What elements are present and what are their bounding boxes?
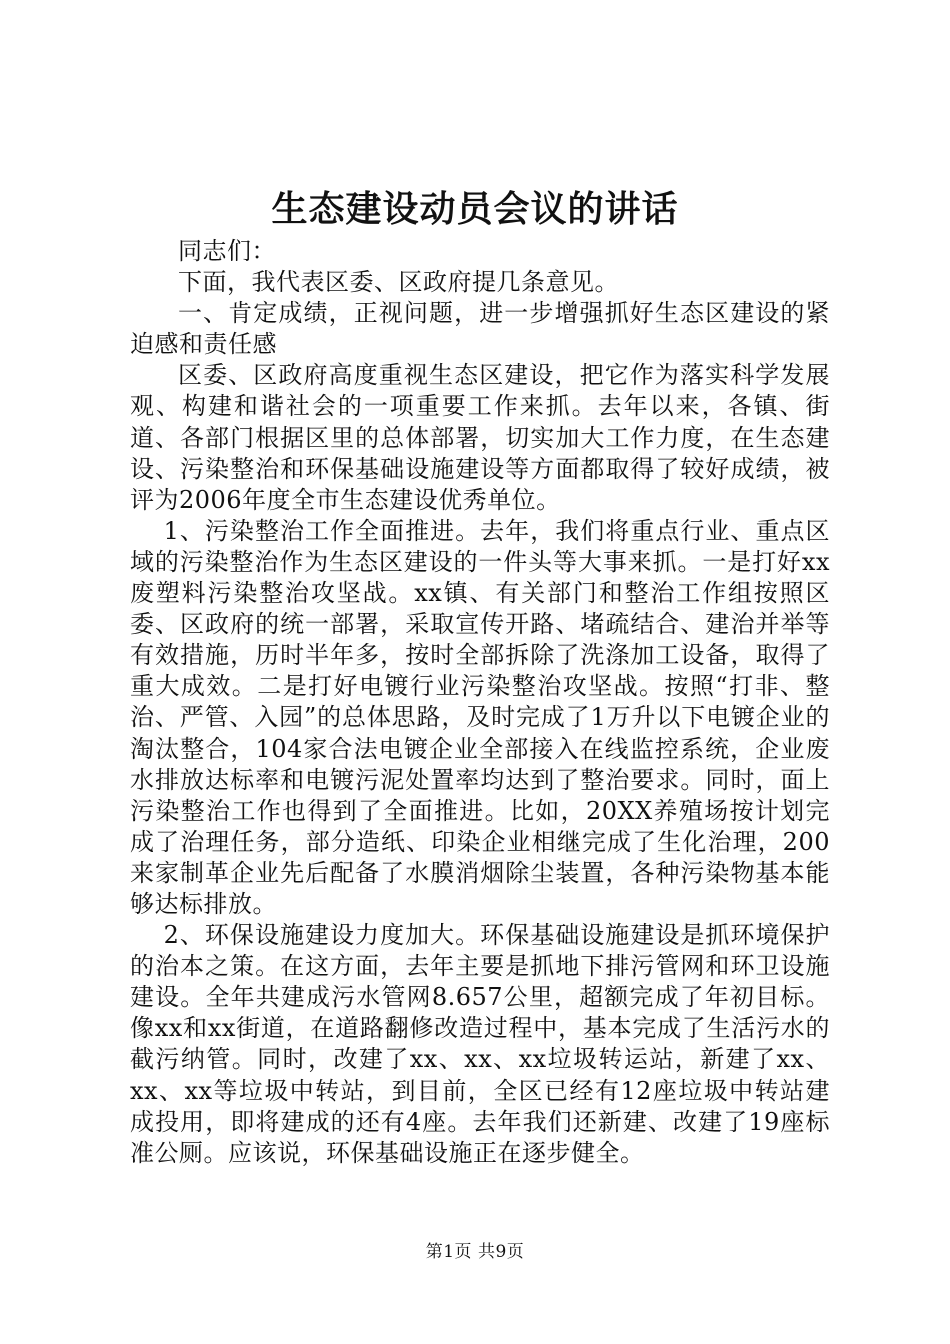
body-paragraph: 1、污染整治工作全面推进。去年，我们将重点行业、重点区域的污染整治作为生态区建设的一件头等大事来抓。一是打好xx废塑料污染整治攻坚战。xx镇、有关部门和整治工作组按照区委、区政府的统一部署，采取宣传开路、堵疏结合、建治并举等有效措施，历时半年多，按时全部拆除了洗涤加工设备，取得了重大成效。二是打好电镀行业污染整治攻坚战。按照“打非、整治、严管、入园”的总体思路，及时完成了1万升以下电镀企业的淘汰整合，104家合法电镀企业全部接入在线监控系统，企业废水排放达标率和电镀污泥处置率均达到了整治要求。同时，面上污染整治工作也得到了全面推进。比如，20XX养殖场按计划完成了治理任务，部分造纸、印染企业相继完成了生化治理，200来家制革企业先后配备了水膜消烟除尘装置，各种污染物基本能够达标排放。 (130, 516, 830, 918)
document-body (130, 236, 830, 1169)
page-footer: 第1页 共9页 (425, 1242, 525, 1262)
salutation: 同志们： (178, 237, 276, 265)
document-title: 生态建设动员会议的讲话 (271, 188, 679, 230)
section-heading: 一、肯定成绩，正视问题，进一步增强抓好生态区建设的紧迫感和责任感 (130, 299, 830, 359)
intro-paragraph: 下面，我代表区委、区政府提几条意见。 (178, 268, 619, 297)
body-paragraph: 区委、区政府高度重视生态区建设，把它作为落实科学发展观、构建和谐社会的一项重要工作来抓。去年以来，各镇、街道、各部门根据区里的总体部署，切实加大工作力度，在生态建设、污染整治和环保基础设施建设等方面都取得了较好成绩，被评为2006年度全市生态建设优秀单位。 (130, 361, 830, 514)
body-paragraph: 2、环保设施建设力度加大。环保基础设施建设是抓环境保护的治本之策。在这方面，去年主要是抓地下排污管网和环卫设施建设。全年共建成污水管网8.657公里，超额完成了年初目标。像xx和xx街道，在道路翻修改造过程中，基本完成了生活污水的截污纳管。同时，改建了xx、xx、xx垃圾转运站，新建了xx、xx、xx等垃圾中转站，到目前，全区已经有12座垃圾中转站建成投用，即将建成的还有4座。去年我们还新建、改建了19座标准公厕。应该说，环保基础设施正在逐步健全。 (130, 921, 830, 1167)
